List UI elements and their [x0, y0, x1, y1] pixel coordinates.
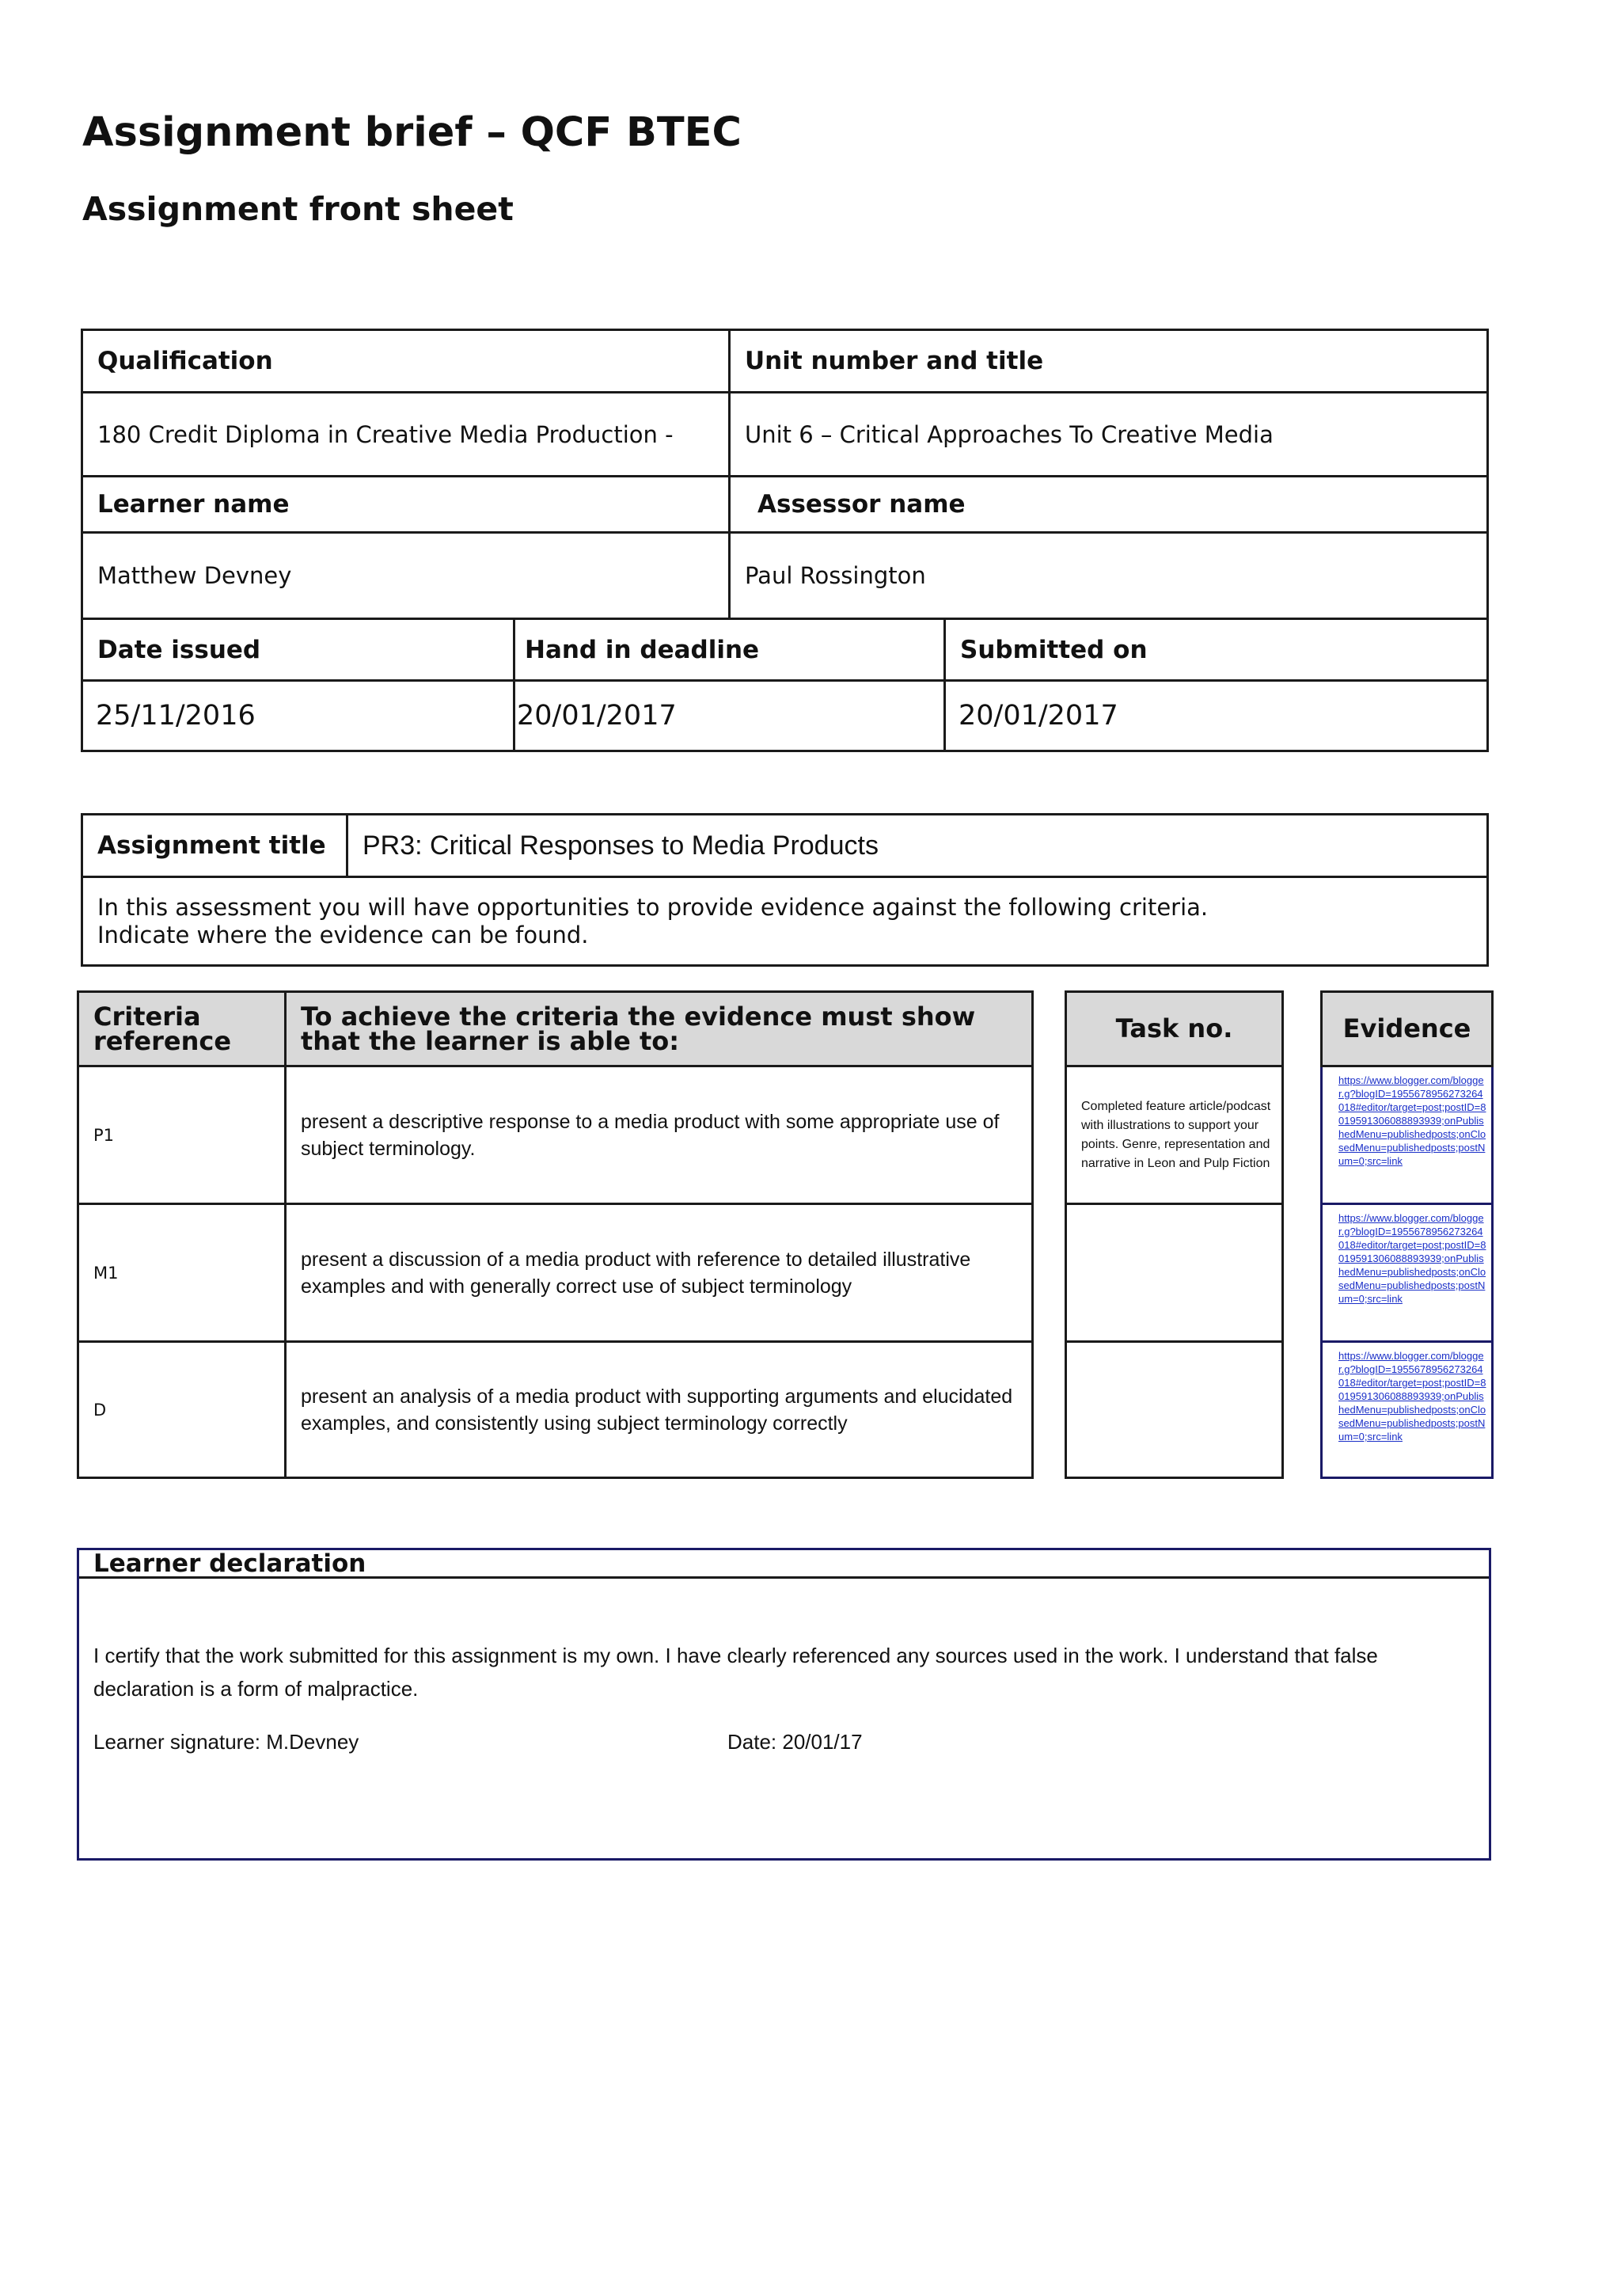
learner-signature: Learner signature: M.Devney	[93, 1730, 359, 1754]
learner-name-label: Learner name	[82, 477, 730, 533]
page-subtitle: Assignment front sheet	[82, 190, 514, 228]
learner-declaration-box	[77, 1548, 1491, 1861]
qualification-label: Qualification	[82, 330, 730, 393]
assessor-name-label: Assessor name	[730, 477, 1488, 533]
evidence-table	[1320, 990, 1494, 1479]
intro-line-2: Indicate where the evidence can be found.	[97, 921, 589, 948]
qualification-value: 180 Credit Diploma in Creative Media Production -	[82, 393, 730, 477]
assignment-title-label: Assignment title	[82, 815, 347, 877]
evidence-link-m1[interactable]: https://www.blogger.com/blogger.g?blogID=1955678956273264018#editor/target=post;postID=8019591306088893939;onPublishedMenu=publishedposts;onClosedMenu=publishedposts;postNum=0;src=link	[1338, 1212, 1486, 1305]
task-table	[1065, 990, 1284, 1479]
assignment-intro	[82, 877, 1488, 966]
task-d	[1066, 1342, 1283, 1478]
intro-line-1: In this assessment you will have opportunities to provide evidence against the following criteria.	[97, 893, 1209, 921]
evidence-link-p1[interactable]: https://www.blogger.com/blogger.g?blogID=1955678956273264018#editor/target=post;postID=8019591306088893939;onPublishedMenu=publishedposts;onClosedMenu=publishedposts;postNum=0;src=link	[1338, 1074, 1486, 1167]
criteria-desc-p1: present a descriptive response to a media product with some appropriate use of subject terminology.	[286, 1066, 1033, 1204]
task-m1	[1066, 1204, 1283, 1342]
page-title: Assignment brief – QCF BTEC	[82, 109, 742, 156]
task-header: Task no.	[1066, 992, 1283, 1066]
criteria-ref-header: Criteria reference	[78, 992, 286, 1066]
declaration-date: Date: 20/01/17	[727, 1730, 863, 1754]
assignment-title-table	[81, 813, 1489, 967]
evidence-cell-d	[1322, 1342, 1493, 1478]
evidence-link-d[interactable]: https://www.blogger.com/blogger.g?blogID=1955678956273264018#editor/target=post;postID=8019591306088893939;onPublishedMenu=publishedposts;onClosedMenu=publishedposts;postNum=0;src=link	[1338, 1350, 1486, 1443]
front-sheet-table	[81, 329, 1489, 752]
date-issued-value: 25/11/2016	[82, 681, 514, 751]
evidence-cell-m1	[1322, 1204, 1493, 1342]
assessor-name-value: Paul Rossington	[730, 533, 1488, 619]
evidence-header: Evidence	[1322, 992, 1493, 1066]
unit-value: Unit 6 – Critical Approaches To Creative Media	[730, 393, 1488, 477]
criteria-ref-d: D	[78, 1342, 286, 1478]
learner-name-value: Matthew Devney	[82, 533, 730, 619]
date-issued-label: Date issued	[82, 619, 514, 681]
task-p1: Completed feature article/podcast with illustrations to support your points. Genre, representation and narrative in Leon and Pulp Fiction	[1066, 1066, 1283, 1204]
criteria-desc-header: To achieve the criteria the evidence must show that the learner is able to:	[286, 992, 1033, 1066]
learner-declaration-heading: Learner declaration	[79, 1550, 1489, 1579]
deadline-label: Hand in deadline	[514, 619, 945, 681]
learner-declaration-text: I certify that the work submitted for this assignment is my own. I have clearly referenced any sources used in the work. I understand that false declaration is a form of malpractice.	[93, 1644, 1378, 1701]
assignment-title-value: PR3: Critical Responses to Media Products	[347, 815, 1488, 877]
criteria-ref-p1: P1	[78, 1066, 286, 1204]
criteria-ref-m1: M1	[78, 1204, 286, 1342]
criteria-desc-d: present an analysis of a media product with supporting arguments and elucidated examples, and consistently using subject terminology correctly	[286, 1342, 1033, 1478]
unit-label: Unit number and title	[730, 330, 1488, 393]
submitted-value: 20/01/2017	[945, 681, 1488, 751]
deadline-value: 20/01/2017	[514, 681, 945, 751]
criteria-desc-m1: present a discussion of a media product with reference to detailed illustrative examples and with generally correct use of subject terminology	[286, 1204, 1033, 1342]
evidence-cell-p1	[1322, 1066, 1493, 1204]
submitted-label: Submitted on	[945, 619, 1488, 681]
criteria-table	[77, 990, 1034, 1479]
